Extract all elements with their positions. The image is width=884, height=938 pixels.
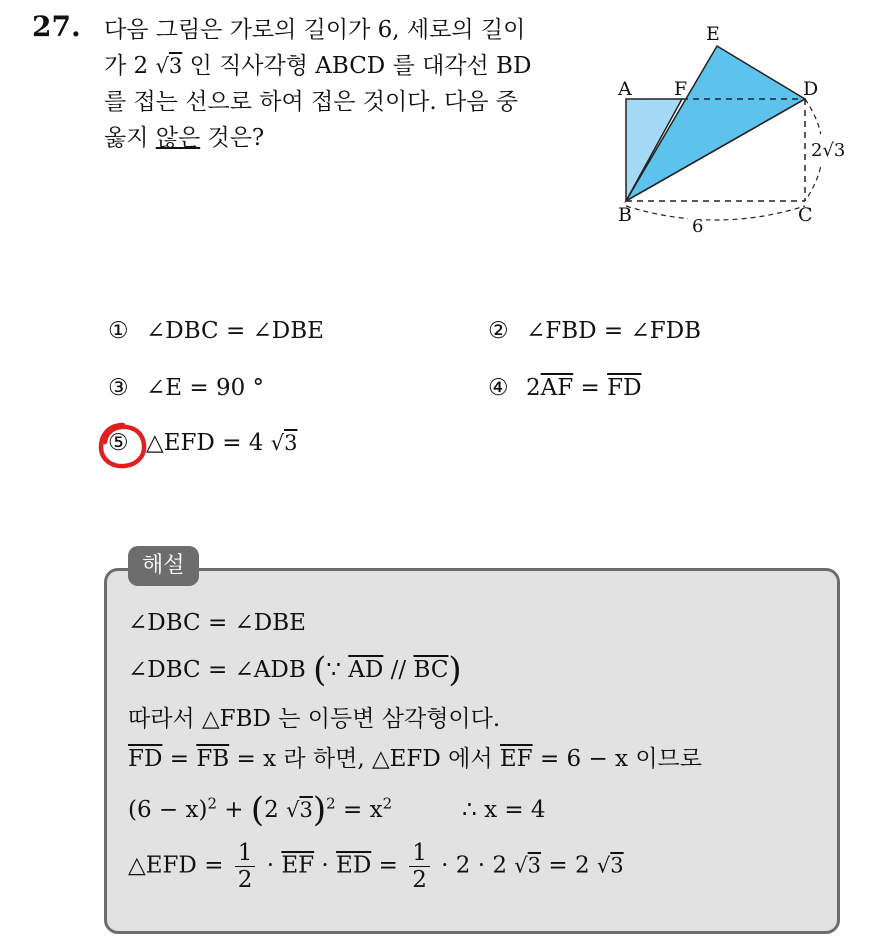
choice-1-number: ① (108, 318, 129, 344)
underlined-word: 않은 (155, 125, 201, 151)
open-paren: ( (313, 650, 327, 690)
question-line-1: 다음 그림은 가로의 길이가 6, 세로의 길이 (104, 17, 526, 43)
segment-af: $\overline{AF}$ (540, 375, 574, 401)
result-equals: = 2 (541, 852, 590, 879)
solution-line-4-mid: = x 라 하면, △EFD 에서 (229, 746, 500, 772)
segment-bc: $\overline{BC}$ (413, 657, 449, 683)
choice-3-number: ③ (108, 375, 129, 401)
term-6-minus-x: (6 − x) (128, 797, 208, 823)
choice-3-text: ∠E = 90 ° (146, 375, 265, 401)
solution-line-5 (128, 790, 546, 830)
dashed-arc-width (626, 206, 805, 220)
because-symbol: ∵ (326, 657, 349, 683)
solution-line-4-end: = 6 − x 이므로 (532, 746, 702, 772)
question-line-4 (104, 120, 594, 156)
question-line-2-pre: 가 2 (104, 53, 149, 79)
segment-fd: $\overline{FD}$ (128, 746, 163, 772)
question-line-2-post: 인 직사각형 ABCD 를 대각선 BD (189, 53, 532, 79)
solution-line-2-pre: ∠DBC = ∠ADB (128, 657, 306, 683)
solution-line-6 (128, 840, 624, 893)
choice-4-number: ④ (488, 375, 509, 401)
choice-4[interactable] (488, 375, 642, 401)
sqrt-symbol: √3 (596, 853, 624, 878)
dot: · (259, 852, 282, 879)
choice-1[interactable] (108, 318, 324, 344)
choice-2-text: ∠FBD = ∠FDB (526, 318, 702, 344)
sqrt-symbol: √3 (514, 853, 542, 878)
exponent: 2 (207, 794, 217, 813)
label-f: F (674, 78, 688, 100)
sqrt-radicand: 3 (284, 431, 298, 455)
choice-1-text: ∠DBC = ∠DBE (146, 318, 324, 344)
label-width: 6 (692, 216, 704, 237)
solution-tag: 해설 (128, 546, 199, 586)
denominator: 2 (237, 867, 253, 893)
denominator: 2 (412, 867, 427, 893)
question-line-3: 를 접는 선으로 하여 접은 것이다. 다음 중 (104, 89, 518, 115)
fraction-half (235, 840, 256, 893)
choice-3[interactable] (108, 375, 264, 401)
answer-circle-mark (96, 420, 150, 472)
sqrt-symbol: √3 (155, 54, 183, 78)
equals-x: = x (335, 797, 383, 823)
label-c: C (798, 204, 813, 226)
plus: + (217, 797, 251, 823)
question-line-4-post: 것은? (200, 125, 265, 151)
equals: = (371, 852, 406, 879)
segment-ed: $\overline{ED}$ (336, 852, 372, 879)
choice-5-pre: △EFD = 4 (146, 430, 264, 456)
sqrt-radicand: 3 (299, 798, 313, 822)
choice-2-number: ② (488, 318, 509, 344)
close-paren: ) (448, 650, 462, 690)
open-paren: ( (250, 790, 265, 830)
sqrt-symbol: √3 (270, 431, 298, 455)
dot: · (314, 852, 337, 879)
label-height: 2√3 (811, 140, 846, 161)
numerator: 1 (409, 840, 430, 867)
solution-line-2 (128, 650, 462, 690)
sqrt-radicand: 3 (610, 853, 624, 878)
solution-line-4 (128, 740, 702, 773)
exponent: 2 (326, 794, 336, 813)
label-d: D (803, 78, 819, 100)
solution-line-3: 따라서 △FBD 는 이등변 삼각형이다. (128, 706, 501, 732)
choice-4-equals: = (573, 375, 608, 401)
parallel-symbol: // (383, 657, 414, 683)
coefficient: 2 (264, 797, 279, 823)
fold-figure (600, 18, 870, 243)
solution-line-1: ∠DBC = ∠DBE (128, 610, 306, 636)
segment-ef: $\overline{EF}$ (499, 746, 533, 772)
numerator: 1 (235, 840, 256, 867)
question-line-2 (104, 48, 594, 84)
exponent: 2 (382, 794, 393, 813)
choice-5-number: ⑤ (108, 430, 129, 456)
question-line-4-pre: 옳지 (104, 125, 156, 151)
label-b: B (618, 204, 632, 226)
sqrt-radicand: 3 (527, 853, 542, 878)
segment-ad: $\overline{AD}$ (348, 657, 384, 683)
choice-2[interactable] (488, 318, 701, 344)
sqrt-radicand: 3 (168, 54, 183, 78)
label-a: A (618, 78, 632, 100)
question-text (104, 12, 594, 156)
segment-fd: $\overline{FD}$ (607, 375, 642, 401)
area-lhs: △EFD = (128, 852, 231, 879)
equals: = (162, 746, 197, 772)
label-e: E (706, 23, 720, 45)
choice-4-pre: 2 (526, 375, 541, 401)
product: · 2 · 2 (433, 852, 507, 879)
sqrt-symbol: √3 (286, 798, 313, 822)
close-paren: ) (312, 790, 327, 830)
question-number: 27. (32, 10, 81, 43)
segment-fb: $\overline{FB}$ (196, 746, 230, 772)
therefore-result: ∴ x = 4 (462, 797, 546, 823)
segment-ef: $\overline{EF}$ (281, 852, 315, 879)
fraction-half (409, 840, 430, 893)
